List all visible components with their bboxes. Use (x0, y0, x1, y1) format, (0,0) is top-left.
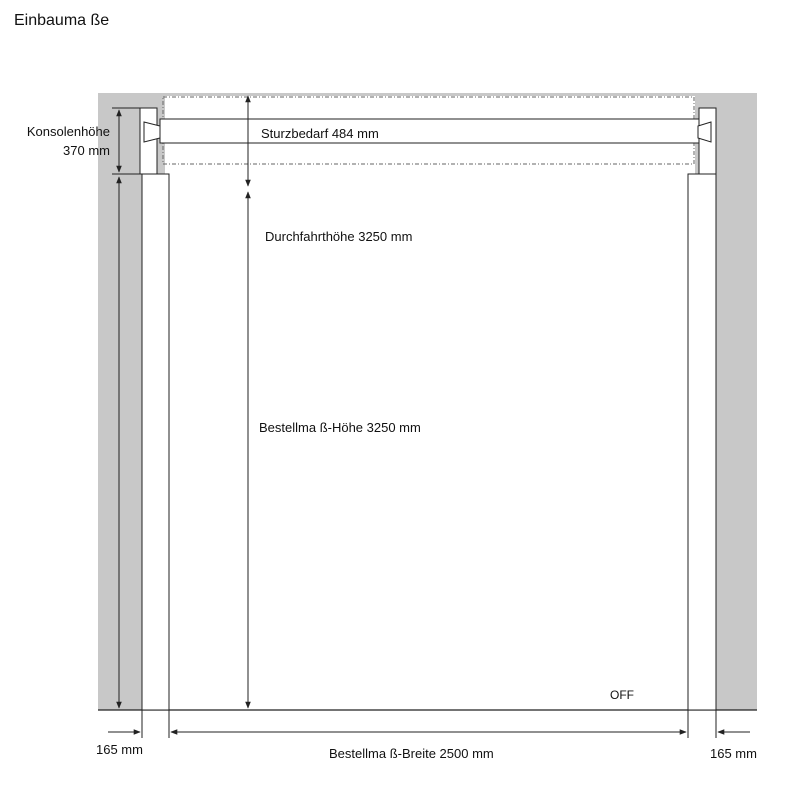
page-title: Einbauma ße (14, 12, 110, 29)
side-right-label: 165 mm (710, 746, 757, 761)
durchfahrthoehe-label: Durchfahrthöhe 3250 mm (265, 229, 413, 244)
door-opening (165, 96, 695, 710)
bestellmass-hoehe-label: Bestellma ß-Höhe 3250 mm (259, 420, 421, 435)
sturzbedarf-label: Sturzbedarf 484 mm (261, 126, 379, 141)
konsolen-label-1: Konsolenhöhe (26, 124, 110, 139)
off-label: OFF (610, 688, 634, 702)
console-right (698, 108, 716, 174)
side-left-label: 165 mm (96, 742, 143, 757)
dim-bottom-extension-lines (142, 710, 716, 738)
guide-rail-right (688, 174, 716, 710)
guide-rail-left (142, 174, 169, 710)
konsolen-label-2: 370 mm (63, 143, 110, 158)
roller-shaft (160, 119, 699, 143)
console-left (140, 108, 160, 174)
bestellmass-breite-label: Bestellma ß-Breite 2500 mm (329, 746, 494, 761)
